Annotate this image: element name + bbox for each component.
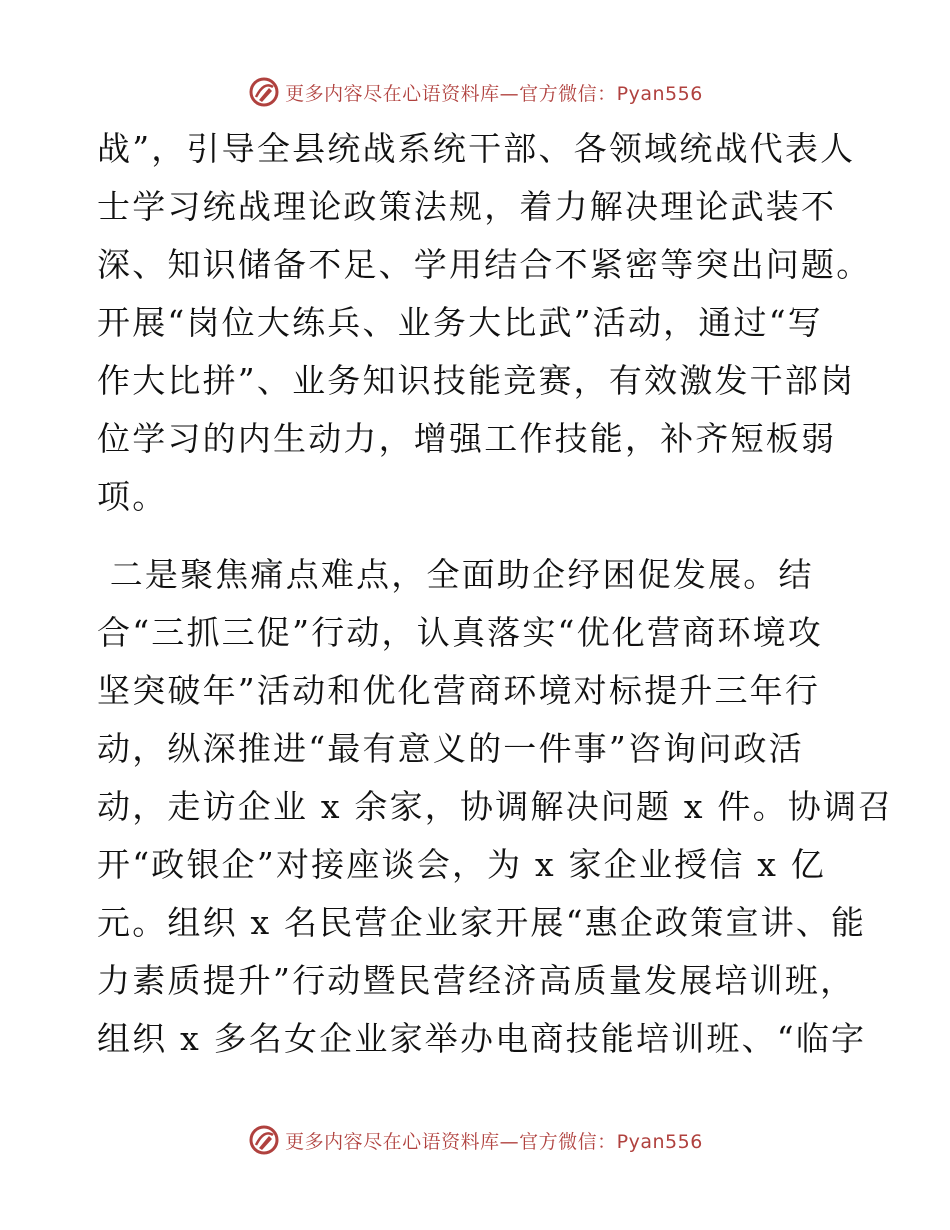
watermark-text: 更多内容尽在心语资料库—官方微信：Pyan556 (285, 82, 703, 105)
text-line: 组织 x 多名女企业家举办电商技能培训班、“临字 (97, 1019, 867, 1058)
paragraph-2 (97, 546, 894, 1068)
header-watermark-banner (0, 72, 950, 112)
text-line: 合“三抓三促”行动，认真落实“优化营商环境攻 (97, 613, 824, 652)
text-line: 开“政银企”对接座谈会，为 x 家企业授信 x 亿 (97, 845, 826, 884)
text-line: 坚突破年”活动和优化营商环境对标提升三年行 (97, 671, 821, 710)
text-line: 项。 (97, 477, 168, 516)
footer-watermark-banner (0, 1120, 950, 1160)
pen-swirl-logo-icon (247, 1123, 281, 1157)
text-line: 动，纵深推进“最有意义的一件事”咨询问政活 (97, 729, 804, 768)
text-line: 元。组织 x 名民营企业家开展“惠企政策宣讲、能 (97, 903, 867, 942)
text-line: 动，走访企业 x 余家，协调解决问题 x 件。协调召 (97, 787, 894, 826)
text-line: 作大比拼”、业务知识技能竞赛，有效激发干部岗 (97, 361, 856, 400)
text-line: 二是聚焦痛点难点，全面助企纾困促发展。结 (97, 555, 814, 594)
watermark-text: 更多内容尽在心语资料库—官方微信：Pyan556 (285, 1130, 703, 1153)
paragraph-spacer (97, 526, 857, 546)
text-line: 力素质提升”行动暨民营经济高质量发展培训班， (97, 961, 856, 1000)
document-body (97, 120, 894, 1068)
pen-swirl-logo-icon (247, 75, 281, 109)
paragraph-1 (97, 120, 872, 526)
text-line: 士学习统战理论政策法规，着力解决理论武装不 (97, 187, 837, 226)
text-line: 开展“岗位大练兵、业务大比武”活动，通过“写 (97, 303, 824, 342)
text-line: 战”，引导全县统战系统干部、各领域统战代表人 (97, 129, 856, 168)
text-line: 深、知识储备不足、学用结合不紧密等突出问题。 (97, 245, 872, 284)
text-line: 位学习的内生动力，增强工作技能，补齐短板弱 (97, 419, 837, 458)
